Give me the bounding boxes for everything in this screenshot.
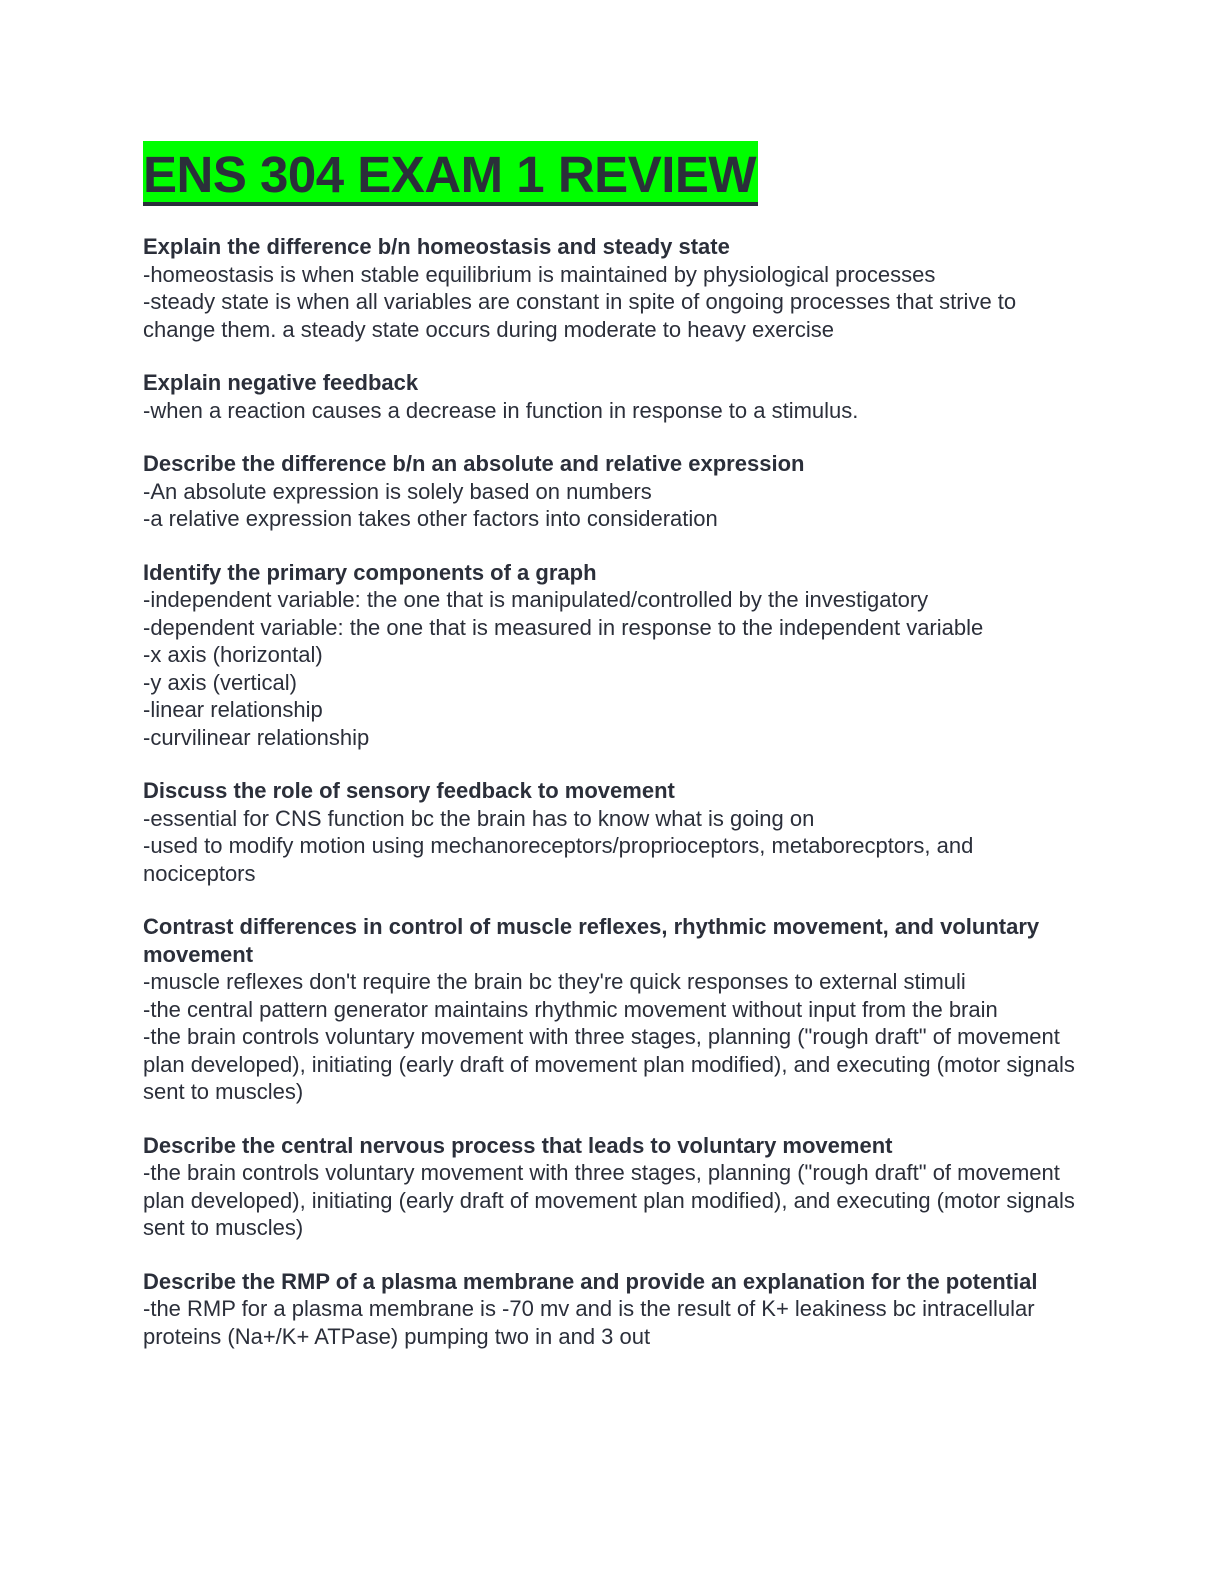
section-answer: -the brain controls voluntary movement with three stages, planning ("rough draft" of movement plan developed), initiating (early draft of movement plan modified), and executing (motor signals sent to muscles) — [143, 1160, 1075, 1240]
section-answer: -independent variable: the one that is manipulated/controlled by the investigatory — [143, 587, 929, 612]
review-section — [143, 369, 1083, 424]
review-section — [143, 233, 1083, 343]
review-section — [143, 913, 1083, 1106]
section-answer: -steady state is when all variables are constant in spite of ongoing processes that strive to change them. a steady state occurs during moderate to heavy exercise — [143, 289, 1017, 342]
section-answer: -essential for CNS function bc the brain has to know what is going on — [143, 805, 815, 831]
title-highlight — [143, 141, 758, 206]
page-title: ENS 304 EXAM 1 REVIEW — [143, 146, 757, 203]
section-answer: -homeostasis is when stable equilibrium is maintained by physiological processes — [143, 261, 936, 287]
review-section — [143, 1132, 1083, 1242]
section-answer: -when a reaction causes a decrease in function in response to a stimulus. — [143, 397, 859, 423]
section-question: Explain the difference b/n homeostasis and steady state — [143, 234, 730, 259]
review-section — [143, 1268, 1083, 1351]
section-question: Identify the primary components of a graph — [143, 559, 597, 585]
section-answer: -used to modify motion using mechanoreceptors/proprioceptors, metaborecptors, and nociceptors — [143, 833, 974, 886]
section-answer: -An absolute expression is solely based on numbers — [143, 478, 652, 504]
review-section — [143, 450, 1083, 533]
section-answer: -dependent variable: the one that is measured in response to the independent variable — [143, 614, 984, 640]
section-question: Describe the difference b/n an absolute and relative expression — [143, 451, 805, 476]
section-answer: -curvilinear relationship — [143, 724, 370, 750]
section-question: Explain negative feedback — [143, 370, 419, 395]
review-section — [143, 559, 1083, 752]
section-answer: -the brain controls voluntary movement with three stages, planning ("rough draft" of movement plan developed), initiating (early draft of movement plan modified), and executing (motor signals sent to muscles) — [143, 1024, 1075, 1104]
document-page — [143, 141, 1083, 1376]
section-question: Contrast differences in control of muscle reflexes, rhythmic movement, and voluntary movement — [143, 914, 1040, 967]
section-question: Describe the RMP of a plasma membrane and provide an explanation for the potential — [143, 1268, 1038, 1294]
section-answer: -muscle reflexes don't require the brain bc they're quick responses to external stimuli — [143, 969, 966, 994]
section-answer: -linear relationship — [143, 697, 323, 722]
section-answer: -x axis (horizontal) — [143, 642, 323, 667]
section-question: Discuss the role of sensory feedback to movement — [143, 778, 675, 803]
section-question: Describe the central nervous process that leads to voluntary movement — [143, 1132, 893, 1158]
section-answer: -the central pattern generator maintains rhythmic movement without input from the brain — [143, 996, 998, 1022]
review-sections — [143, 233, 1083, 1350]
section-answer: -a relative expression takes other factors into consideration — [143, 506, 718, 531]
review-section — [143, 777, 1083, 887]
section-answer: -the RMP for a plasma membrane is -70 mv and is the result of K+ leakiness bc intracellular proteins (Na+/K+ ATPase) pumping two in and 3 out — [143, 1296, 1035, 1349]
section-answer: -y axis (vertical) — [143, 669, 298, 695]
